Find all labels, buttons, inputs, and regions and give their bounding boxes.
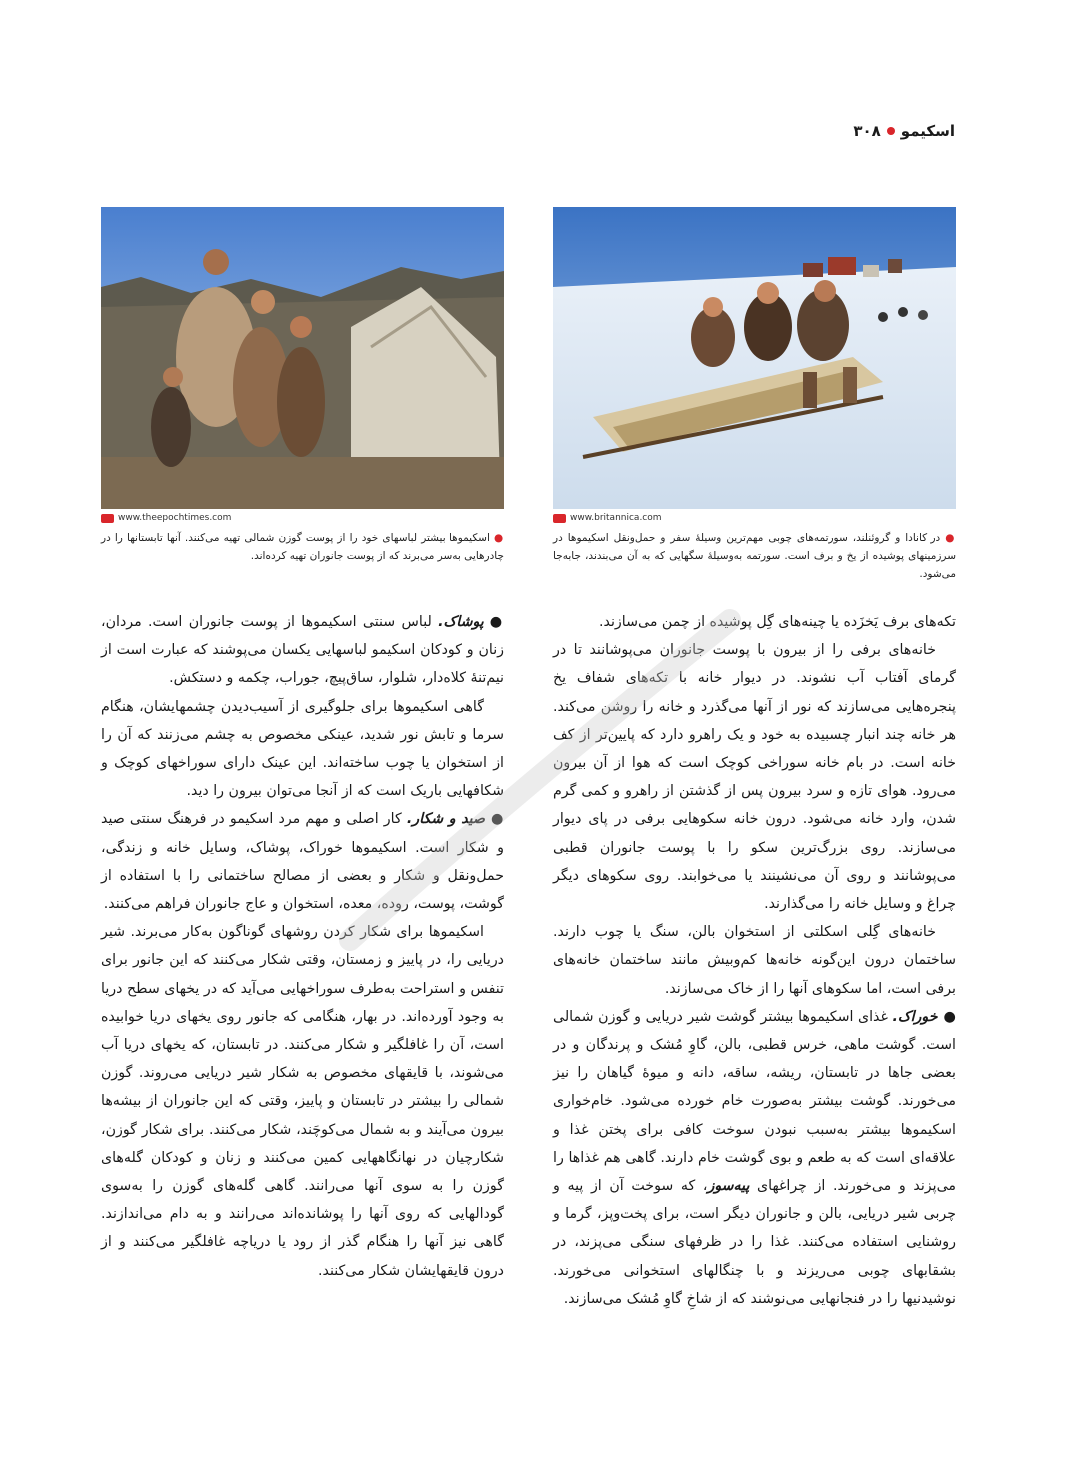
section-heading: پوشاک. (438, 614, 484, 630)
paragraph: تکه‌های برف یَخزَده یا چینه‌های گِل پوشیده از چمن می‌سازند. (599, 614, 956, 630)
section-heading: صید و شکار. (406, 811, 485, 828)
photo-credit-right: www.britannica.com (553, 513, 662, 523)
paragraph-clothing: ●پوشاک. لباس سنتی اسکیموها از پوست جانوران است. مردان، زنان و کودکان اسکیمو لباسهایی یکسان می‌پوشند که عبارت است از نیم‌تنهٔ کلاه‌دار، شلوار، ساق‌پیچ، جوراب، چکمه و دستکش. (101, 614, 504, 687)
bullet-icon: ● (943, 1008, 956, 1025)
publisher-logo-icon (101, 514, 114, 523)
publisher-logo-icon (553, 514, 566, 523)
photo-credit-left: www.theepochtimes.com (101, 513, 231, 523)
text-column-right (553, 608, 956, 1313)
caption-bullet: ● (494, 532, 504, 544)
page-title: اسکیمو (900, 122, 955, 140)
paragraph: اسکیموها برای شکار کردن روشهای گوناگون به‌کار می‌برند. شیر دریایی را، در پاییز و زمستان، وقتی شکار می‌کنند که این جانور برای تنفس و استراحت به‌طرف سوراخهایی می‌آید که در یخهای سطح دریا به وجود آورده‌اند. در بهار، هنگامی که جانور روی یخهای دریا خوابیده است، آن را غافلگیر و شکار می‌کنند. در تابستان، که یخهای دریا آب می‌شوند، با قایقهای مخصوص به شکار شیر دریایی می‌روند. گوزن شمالی را بیشتر در تابستان و پاییز، وقتی که این جانوران از بیشه‌ها بیرون می‌آیند و به شمال می‌کوچَند، شکار می‌کنند. برای شکار گوزن، شکارچیان در نهانگاههایی کمین می‌کنند و زنان و کودکان گله‌های گوزن را به سوی آنها می‌رانند. گاهی گله‌های گوزن را به‌سوی گودالهایی که روی آنها را پوشانده‌اند می‌رانند و به دام می‌اندازند. گاهی نیز آنها را هنگام گذر از رود یا دریاچه غافلگیر می‌کنند و از درون قایقهایشان شکار می‌کنند. (101, 924, 504, 1279)
caption-left: ● اسکیموها بیشتر لباسهای خود را از پوست گوزن شمالی تهیه می‌کنند. آنها تابستانها را در چادرهایی به‌سر می‌برند که از پوست جانوران تهیه کرده‌اند. (101, 532, 504, 562)
text-column-left (101, 608, 504, 1285)
sled-photo (553, 207, 956, 509)
paragraph: خانه‌های گِلی اسکلتی از استخوان بالن، سنگ یا چوب دارند. ساختمان درون این‌گونه خانه‌ها کم‌وبیش مانند ساختمان خانه‌های برفی است، اما سکوهای آنها را از خاک می‌سازند. (553, 924, 956, 997)
bullet-icon: ● (489, 614, 504, 630)
header-dot-icon (887, 127, 895, 135)
paragraph-hunting: ●صید و شکار. کار اصلی و مهم مرد اسکیمو در فرهنگ سنتی صید و شکار است. اسکیموها خوراک، پوشاک، وسایل خانه و زندگی، حمل‌ونقل و شکار و بعضی از مصالح ساختمانی را با استفاده از گوشت، پوست، روده، معده، استخوان و عاج جانوران فراهم می‌کنند. (101, 811, 504, 913)
page-number: ۳۰۸ (853, 122, 881, 140)
section-heading: خوراک. (892, 1008, 938, 1025)
page-header (853, 122, 955, 140)
caption-right: ● در کانادا و گروئنلند، سورتمه‌های چوبی مهم‌ترین وسیلهٔ سفر و حمل‌ونقل اسکیموها در سرزمینهای پوشیده از یخ و برف است. سورتمه به‌وسیلهٔ سگهایی که به آن می‌بندند، جابه‌جا می‌شود. (553, 532, 956, 580)
paragraph: گاهی اسکیموها برای جلوگیری از آسیب‌دیدن چشمهایشان، هنگام سرما و تابش نور شدید، عینکی مخصوص به چشم می‌زنند که آن را از استخوان یا چوب ساخته‌اند. این عینک دارای سوراخهای کوچک و شکافهایی باریک است که از آنجا می‌توان بیرون را دید. (101, 698, 504, 800)
caption-bullet: ● (945, 532, 956, 544)
term-emphasis: پیه‌سوز (707, 1178, 750, 1195)
paragraph: خانه‌های برفی را از بیرون با پوست جانوران می‌پوشانند تا در گرمای آفتاب آب نشوند. در دیوار خانه با تکه‌های شفاف یخ پنجره‌هایی می‌سازند که نور از آنها می‌گذرد و خانه را روشن می‌کند. هر خانه چند انبار چسبیده به خود و یک راهرو دارد که پایین‌تر از کف خانه است. در بام خانه سوراخی کوچک است که هوا از آن بیرون می‌رود. هوای تازه و سرد بیرون پس از گذشتن از راهرو و کمی گرم شدن، وارد خانه می‌شود. درون خانه سکوهایی برفی در پای دیوار می‌سازند. روی بزرگ‌ترین سکو را با پوست جانوران قطبی می‌پوشانند و روی آن می‌نشینند یا می‌خوابند. روی سکوهای دیگر چراغ و وسایل خانه را می‌گذارند. (553, 642, 956, 913)
paragraph-food: ●خوراک. غذای اسکیموها بیشتر گوشت شیر دریایی و گوزن شمالی است. گوشت ماهی، خرس قطبی، بالن، گاوِ مُشک و پرندگان و در بعضی جاها در تابستان، ریشه، ساقه، دانه و میوهٔ گیاهان را نیز می‌خورند. گوشت بیشتر به‌صورت خام خورده می‌شود. خام‌خواری اسکیموها بیشتر به‌سبب نبودن سوخت کافی برای پختن غذا و علاقه‌ای است که به طعم و بوی گوشت خام دارند. گاهی هم غذاها را می‌پزند و می‌خورند. از چراغهای پیه‌سوز، که سوخت آن از پیه و چربی شیر دریایی، بالن و جانوران دیگر است، برای پخت‌وپز، گرما و روشنایی استفاده می‌کنند. غذا را در ظرفهای سنگی می‌پزند، در بشقابهای چوبی می‌ریزند و با چنگالهای استخوانی می‌خورند. نوشیدنیها را در فنجانهایی می‌نوشند که از شاخِ گاوِ مُشک می‌سازند. (553, 1008, 956, 1307)
family-photo (101, 207, 504, 509)
bullet-icon: ● (490, 811, 504, 828)
